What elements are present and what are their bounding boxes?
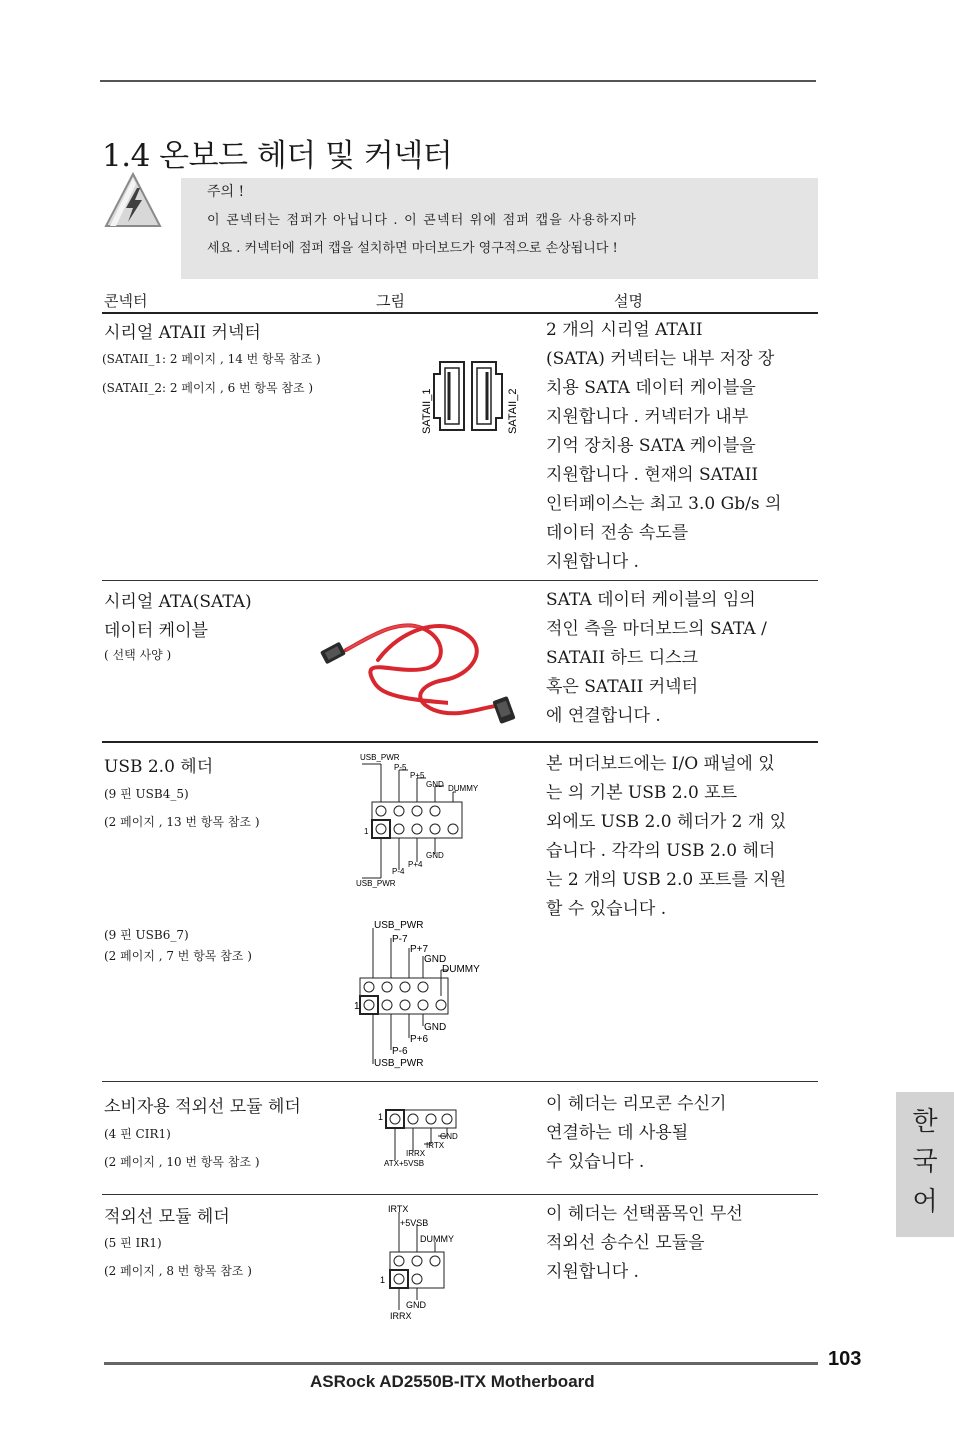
cir-label-atx5vsb: ATX+5VSB: [384, 1159, 425, 1168]
sata-cable-loop: [370, 620, 530, 730]
cir-label-irtx: IRTX: [426, 1141, 445, 1150]
usb45-label-usb-pwr-top: USB_PWR: [360, 753, 400, 762]
row-cir-ref-1: (4 핀 CIR1): [104, 1127, 171, 1141]
column-header-connector: 콘넥터: [104, 292, 148, 310]
row-ir-ref-1: (5 핀 IR1): [104, 1236, 162, 1250]
caution-line-1: 이 콘넥터는 점퍼가 아닙니다 . 이 콘넥터 위에 점퍼 캡을 사용하지마: [207, 213, 638, 228]
desc-line: SATAII 하드 디스크: [546, 648, 699, 668]
row-sata-cable-name-2: 데이터 케이블: [104, 621, 208, 641]
desc-line: 는 2 개의 USB 2.0 포트를 지원: [546, 870, 787, 890]
row-cir-name: 소비자용 적외선 모듈 헤더: [104, 1097, 301, 1117]
row-divider: [102, 1194, 818, 1195]
desc-line: 에 연결합니다 .: [546, 706, 661, 726]
desc-line: 데이터 전송 속도를: [546, 523, 689, 543]
ir-label-gnd: GND: [406, 1300, 426, 1310]
usb45-label-p-minus-4: P-4: [392, 867, 405, 876]
desc-line: 수 있습니다 .: [546, 1152, 645, 1172]
usb45-pin1-label: 1: [364, 827, 369, 836]
desc-line: 할 수 있습니다 .: [546, 899, 667, 919]
top-rule: [100, 80, 816, 82]
warning-lightning-icon: [102, 170, 164, 232]
usb67-label-gnd-bottom: GND: [424, 1022, 447, 1033]
row-divider: [102, 1081, 818, 1082]
row-sataii-name: 시리얼 ATAII 커넥터: [104, 323, 261, 343]
column-header-description: 설명: [614, 292, 643, 310]
usb45-label-p-plus-5: P+5: [410, 771, 425, 780]
desc-line: 지원합니다 . 커넥터가 내부: [546, 407, 749, 427]
row-ir-description: [546, 1200, 816, 1287]
language-side-tab: [896, 1092, 954, 1237]
ir-label-irrx: IRRX: [390, 1311, 412, 1321]
desc-line: 이 헤더는 리모콘 수신기: [546, 1094, 727, 1114]
row-sata-cable-ref: ( 선택 사양 ): [104, 648, 172, 662]
usb67-pin1-label: 1: [354, 1001, 360, 1012]
usb67-label-usb-pwr-bottom: USB_PWR: [374, 1058, 424, 1069]
usb67-label-gnd-top: GND: [424, 954, 447, 965]
row-usb-description: [546, 750, 816, 924]
desc-line: SATA 데이터 케이블의 임의: [546, 590, 756, 610]
row-sataii-ref-2: (SATAII_2: 2 페이지 , 6 번 항목 참조 ): [102, 381, 314, 395]
usb45-label-p-plus-4: P+4: [408, 860, 423, 869]
row-sata-cable-name-1: 시리얼 ATA(SATA): [104, 592, 252, 612]
column-header-figure: 그림: [376, 292, 405, 310]
desc-line: 연결하는 데 사용될: [546, 1123, 689, 1143]
sataii-1-label: SATAII_1: [421, 388, 433, 434]
ir-header-figure: [376, 1200, 486, 1322]
usb45-header-figure: [352, 750, 502, 890]
usb67-label-usb-pwr-top: USB_PWR: [374, 920, 424, 931]
desc-line: 본 머더보드에는 I/O 패널에 있: [546, 754, 775, 774]
usb45-label-usb-pwr-bottom: USB_PWR: [356, 879, 396, 888]
row-usb-name: USB 2.0 헤더: [104, 757, 214, 777]
desc-line: 혹은 SATAII 커넥터: [546, 677, 699, 697]
desc-line: 외에도 USB 2.0 헤더가 2 개 있: [546, 812, 787, 832]
cir-label-gnd: GND: [440, 1132, 458, 1141]
row-ir-ref-2: (2 페이지 , 8 번 항목 참조 ): [104, 1264, 252, 1278]
side-tab-char: 한: [912, 1107, 938, 1137]
row-divider: [102, 741, 818, 743]
side-tab-char: 어: [912, 1187, 938, 1217]
sataii-2-label: SATAII_2: [507, 388, 519, 434]
sataii-connector-figure: [418, 356, 522, 436]
usb45-label-dummy: DUMMY: [448, 784, 479, 793]
usb45-label-p-minus-5: P-5: [394, 763, 407, 772]
desc-line: 이 헤더는 선택품목인 무선: [546, 1204, 743, 1224]
usb45-label-gnd-top: GND: [426, 780, 444, 789]
cir-pin1-label: 1: [378, 1112, 384, 1122]
usb67-label-dummy: DUMMY: [442, 964, 480, 975]
ir-pin1-label: 1: [380, 1275, 386, 1285]
desc-line: 치용 SATA 데이터 케이블을: [546, 378, 756, 398]
row-usb-ref-1: (9 핀 USB4_5): [104, 787, 189, 801]
desc-line: 인터페이스는 최고 3.0 Gb/s 의: [546, 494, 782, 514]
cir-header-figure: [376, 1106, 476, 1170]
row-cir-ref-2: (2 페이지 , 10 번 항목 참조 ): [104, 1155, 260, 1169]
caution-box: [181, 178, 818, 279]
usb67-label-p-minus-7: P-7: [392, 934, 408, 945]
desc-line: 지원합니다 .: [546, 552, 639, 572]
footer-text: ASRock AD2550B-ITX Motherboard: [310, 1372, 595, 1391]
desc-line: 지원합니다 . 현재의 SATAII: [546, 465, 759, 485]
page-number: 103: [828, 1348, 862, 1370]
desc-line: 습니다 . 각각의 USB 2.0 헤더: [546, 841, 776, 861]
caution-heading: 주의 !: [207, 184, 245, 200]
usb67-label-p-plus-6: P+6: [410, 1034, 429, 1045]
footer-rule: [104, 1362, 818, 1365]
side-tab-char: 국: [912, 1147, 938, 1177]
ir-label-irtx: IRTX: [388, 1204, 409, 1214]
cir-label-irrx: IRRX: [406, 1149, 426, 1158]
usb67-label-p-minus-6: P-6: [392, 1046, 408, 1057]
desc-line: 2 개의 시리얼 ATAII: [546, 320, 703, 340]
desc-line: 는 의 기본 USB 2.0 포트: [546, 783, 738, 803]
row-usb-ref-4: (2 페이지 , 7 번 항목 참조 ): [104, 949, 252, 963]
row-usb-ref-3: (9 핀 USB6_7): [104, 928, 189, 942]
row-cir-description: [546, 1090, 816, 1177]
row-divider: [102, 580, 818, 581]
row-sataii-description: [546, 316, 816, 577]
ir-label-5vsb: +5VSB: [400, 1218, 429, 1228]
desc-line: 기억 장치용 SATA 케이블을: [546, 436, 756, 456]
section-title: 1.4 온보드 헤더 및 커넥터: [102, 138, 453, 174]
caution-line-2: 세요 . 커넥터에 점퍼 캡을 설치하면 마더보드가 영구적으로 손상됩니다 !: [207, 241, 618, 256]
desc-line: 적외선 송수신 모듈을: [546, 1233, 705, 1253]
side-tab-text: [896, 1102, 954, 1222]
usb67-label-p-plus-7: P+7: [410, 944, 429, 955]
row-ir-name: 적외선 모듈 헤더: [104, 1207, 230, 1227]
header-rule: [102, 312, 818, 314]
desc-line: (SATA) 커넥터는 내부 저장 장: [546, 349, 775, 369]
usb45-label-gnd-bottom: GND: [426, 851, 444, 860]
row-usb-ref-2: (2 페이지 , 13 번 항목 참조 ): [104, 815, 260, 829]
desc-line: 적인 측을 마더보드의 SATA /: [546, 619, 767, 639]
usb67-header-figure: [352, 916, 502, 1072]
row-sata-cable-description: [546, 586, 816, 731]
ir-label-dummy: DUMMY: [420, 1234, 454, 1244]
row-sataii-ref-1: (SATAII_1: 2 페이지 , 14 번 항목 참조 ): [102, 352, 321, 366]
desc-line: 지원합니다 .: [546, 1262, 639, 1282]
